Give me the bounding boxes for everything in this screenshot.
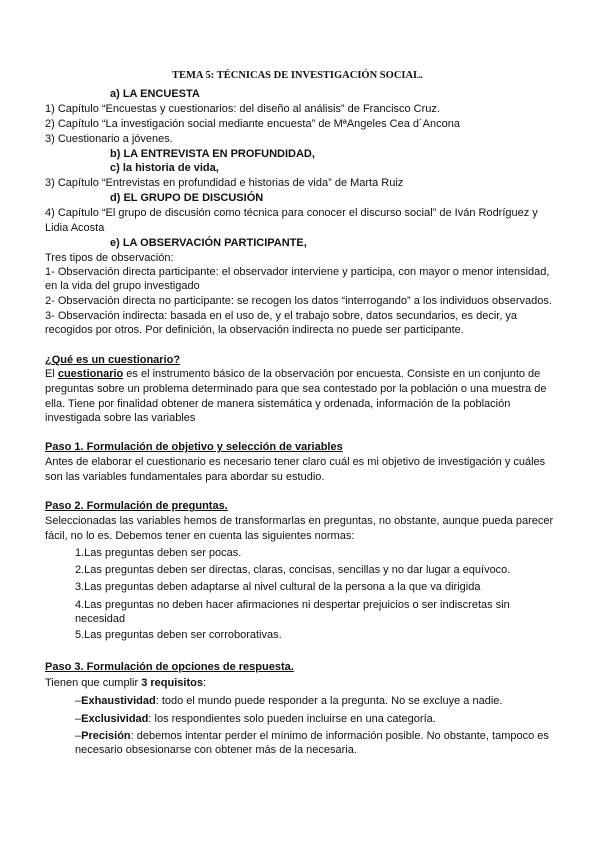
requirement-text: : todo el mundo puede responder a la pregunta. No se excluye a nadie. <box>155 695 503 707</box>
reference-2: 2) Capítulo “La investigación social mediante encuesta” de MªAngeles Cea d´Ancona <box>45 118 460 130</box>
questionnaire-line: ella. Tiene por finalidad obtener de manera sistemática y ordenada, información de la población <box>45 398 511 410</box>
paso1-line: Antes de elaborar el cuestionario es necesario tener claro cuál es mi objetivo de investigación y cuáles <box>45 456 546 468</box>
norm-item: 3.Las preguntas deben adaptarse al nivel cultural de la persona a la que va dirigida <box>75 581 481 593</box>
norm-item: 2.Las preguntas deben ser directas, claras, concisas, sencillas y no dar lugar a equívoco. <box>75 564 511 576</box>
questionnaire-heading: ¿Qué es un cuestionario? <box>45 354 181 366</box>
requirement-exhaustividad <box>75 694 502 708</box>
questionnaire-line: preguntas sobre un problema determinado para que sea contestado por la población o una muestra de <box>45 383 547 395</box>
dash: – <box>75 713 82 725</box>
reference-3: 3) Cuestionario a jóvenes. <box>45 133 173 145</box>
definition-text: es el instrumento básico de la observación por encuesta. Consiste en un conjunto de <box>123 368 541 380</box>
section-d-heading: d) EL GRUPO DE DISCUSIÓN <box>110 192 264 204</box>
norm-item: 4.Las preguntas no deben hacer afirmaciones ni despertar prejuicios o ser indiscretas sin <box>75 599 510 611</box>
requirement-text: : debemos intentar perder el mínimo de información posible. No obstante, tampoco es <box>130 730 549 742</box>
reference-5-continued: Lidia Acosta <box>45 222 105 234</box>
norm-item: 5.Las preguntas deben ser corroborativas. <box>75 629 282 641</box>
paso3-intro <box>45 676 206 690</box>
observation-line: 3- Observación indirecta: basada en el uso de, y el trabajo sobre, datos secundarios, es decir, ya <box>45 310 518 322</box>
requirement-precision-continued: necesario obsesionarse con obtener más de la necesaria. <box>75 744 357 756</box>
paso2-line: Seleccionadas las variables hemos de transformarlas en preguntas, no obstante, aunque pueda parecer <box>45 515 554 527</box>
observation-line: 1- Observación directa participante: el observador interviene y participa, con mayor o menor intensidad, <box>45 266 550 278</box>
reference-4: 3) Capítulo “Entrevistas en profundidad e historias de vida” de Marta Ruiz <box>45 177 404 189</box>
requirement-text: : los respondientes solo pueden incluirse en una categoría. <box>148 713 436 725</box>
norm-item: 1.Las preguntas deben ser pocas. <box>75 547 242 559</box>
observation-line: recogidos por otros. Por definición, la observación indirecta no puede ser participante. <box>45 324 464 336</box>
intro-bold: 3 requisitos <box>141 677 203 689</box>
paso1-heading: Paso 1. Formulación de objetivo y selección de variables <box>45 441 343 453</box>
requirement-term: Exclusividad <box>81 713 149 725</box>
observation-intro: Tres tipos de observación: <box>45 252 174 264</box>
requirement-term: Exhaustividad <box>81 695 156 707</box>
dash: – <box>75 730 82 742</box>
definition-prefix: El <box>45 368 58 380</box>
definition-term: cuestionario <box>57 368 124 380</box>
requirement-precision <box>75 729 549 743</box>
norm-item-continued: necesidad <box>75 613 126 625</box>
paso3-heading: Paso 3. Formulación de opciones de respuesta. <box>45 661 294 673</box>
section-b-heading: b) LA ENTREVISTA EN PROFUNDIDAD, <box>110 148 315 160</box>
section-c-heading: c) la historia de vida, <box>110 162 219 174</box>
reference-1: 1) Capítulo “Encuestas y cuestionarios: del diseño al análisis” de Francisco Cruz. <box>45 103 440 115</box>
document-title: TEMA 5: TÉCNICAS DE INVESTIGACIÓN SOCIAL. <box>172 70 423 81</box>
section-a-heading: a) LA ENCUESTA <box>110 88 200 100</box>
requirement-exclusividad <box>75 712 436 726</box>
questionnaire-line: investigada sobre las variables <box>45 412 196 424</box>
dash: – <box>75 695 82 707</box>
section-e-heading: e) LA OBSERVACIÓN PARTICIPANTE, <box>110 237 307 249</box>
reference-5: 4) Capítulo “El grupo de discusión como técnica para conocer el discurso social” de Iván Rodríguez y <box>45 207 538 219</box>
observation-line: en la vida del grupo investigado <box>45 280 200 292</box>
intro-suffix: : <box>202 677 207 689</box>
observation-line: 2- Observación directa no participante: se recogen los datos “interrogando” a los individuos observados. <box>45 295 552 307</box>
questionnaire-definition <box>45 367 540 381</box>
paso1-line: son las variables fundamentales para abordar su estudio. <box>45 471 325 483</box>
intro-text: Tienen que cumplir <box>45 677 142 689</box>
requirement-term: Precisión <box>81 730 131 742</box>
paso2-heading: Paso 2. Formulación de preguntas. <box>45 500 228 512</box>
paso2-line: fácil, no lo es. Debemos tener en cuenta las siguientes normas: <box>45 530 355 542</box>
